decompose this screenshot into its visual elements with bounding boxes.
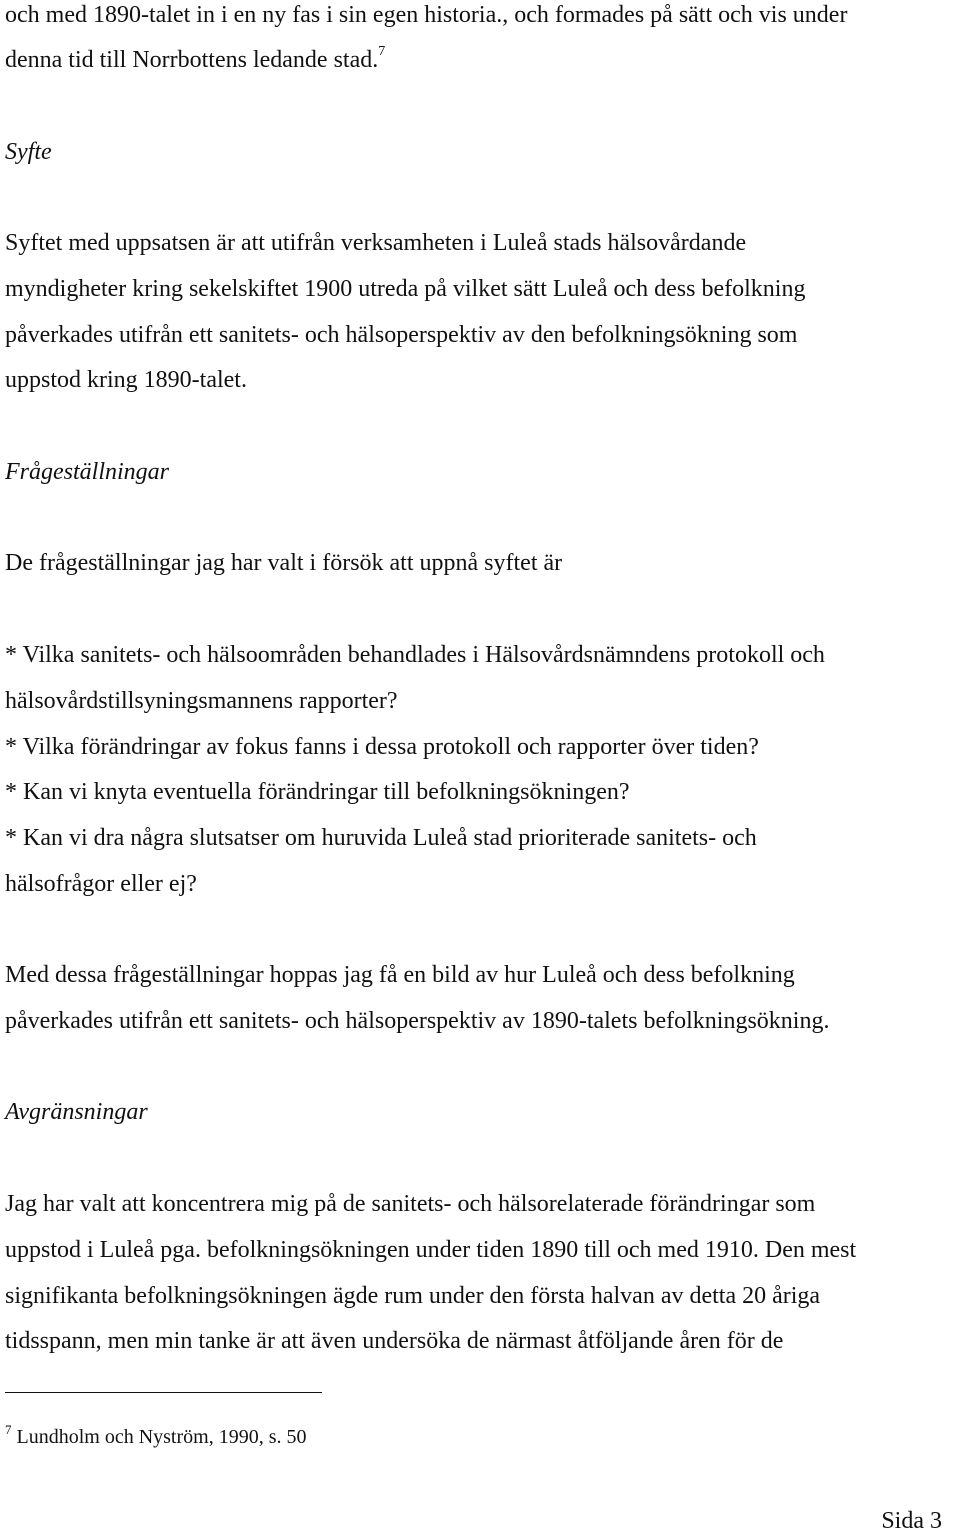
footnote-separator: [5, 1392, 322, 1393]
syfte-line: Syftet med uppsatsen är att utifrån verksamheten i Luleå stads hälsovårdande: [5, 230, 747, 256]
question-line: * Kan vi dra några slutsatser om huruvida Luleå stad prioriterade sanitets- och: [5, 825, 757, 851]
question-line: * Vilka sanitets- och hälsoområden behandlades i Hälsovårdsnämndens protokoll och: [5, 642, 825, 668]
body-text-line: [5, 0, 847, 30]
footnote-reference: 7: [378, 44, 386, 59]
body-text-line: [5, 45, 385, 75]
footnote-number: 7: [5, 1422, 12, 1437]
question-line: * Kan vi knyta eventuella förändringar till befolkningsökningen?: [5, 779, 630, 805]
intro-line-1: och med 1890-talet in i en ny fas i sin egen historia., och formades på sätt och vis under: [5, 2, 848, 28]
intro-line-2: denna tid till Norrbottens ledande stad.: [5, 47, 379, 73]
section-heading-avgransningar: Avgränsningar: [5, 1099, 148, 1125]
question-line: * Vilka förändringar av fokus fanns i dessa protokoll och rapporter över tiden?: [5, 734, 759, 760]
question-line: hälsofrågor eller ej?: [5, 871, 197, 897]
section-heading-syfte: Syfte: [5, 139, 52, 165]
syfte-line: uppstod kring 1890-talet.: [5, 367, 247, 393]
conclusion-line: påverkades utifrån ett sanitets- och hälsoperspektiv av 1890-talets befolkningsökning.: [5, 1008, 830, 1034]
question-line: hälsovårdstillsyningsmannens rapporter?: [5, 688, 398, 714]
conclusion-line: Med dessa frågeställningar hoppas jag få en bild av hur Luleå och dess befolkning: [5, 962, 795, 988]
fragestallningar-intro: De frågeställningar jag har valt i försök att uppnå syftet är: [5, 550, 563, 576]
footnote-text: Lundholm och Nyström, 1990, s. 50: [16, 1426, 307, 1448]
avgransningar-line: signifikanta befolkningsökningen ägde rum under den första halvan av detta 20 åriga: [5, 1283, 821, 1309]
avgransningar-line: Jag har valt att koncentrera mig på de sanitets- och hälsorelaterade förändringar som: [5, 1191, 816, 1217]
avgransningar-line: tidsspann, men min tanke är att även undersöka de närmast åtföljande åren för de: [5, 1328, 784, 1354]
footnote: [5, 1424, 307, 1450]
syfte-line: påverkades utifrån ett sanitets- och hälsoperspektiv av den befolkningsökning som: [5, 322, 798, 348]
syfte-line: myndigheter kring sekelskiftet 1900 utreda på vilket sätt Luleå och dess befolkning: [5, 276, 806, 302]
section-heading-fragestallningar: Frågeställningar: [5, 459, 170, 485]
avgransningar-line: uppstod i Luleå pga. befolkningsökningen under tiden 1890 till och med 1910. Den mest: [5, 1237, 857, 1263]
page-number: Sida 3: [881, 1508, 942, 1534]
